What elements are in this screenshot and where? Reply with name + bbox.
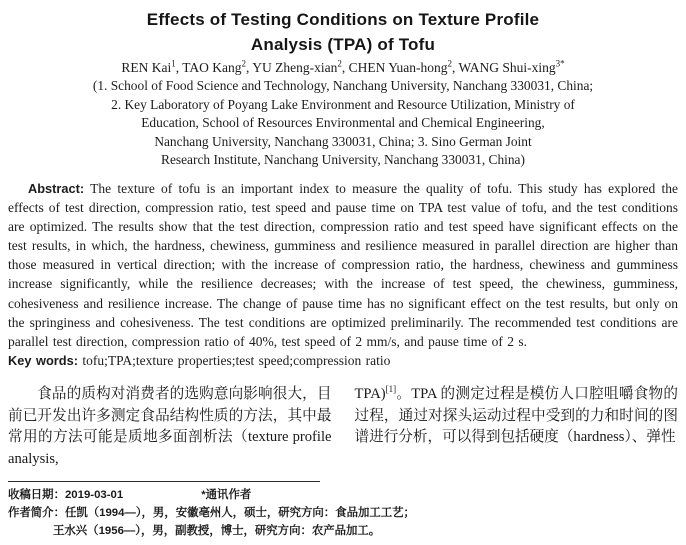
affiliation-line: 2. Key Laboratory of Poyang Lake Environment and Resource Utilization, Ministry of xyxy=(111,96,575,112)
received-date: 收稿日期：2019-03-01 xyxy=(8,489,124,501)
author-affil-mark: 2 xyxy=(337,58,342,69)
paper-title-line2: Analysis (TPA) of Tofu xyxy=(250,35,436,54)
affiliation-block xyxy=(8,77,678,170)
author-separator: , xyxy=(452,60,459,75)
keywords-line xyxy=(8,351,678,370)
author-name: YU Zheng-xian xyxy=(252,60,338,75)
abstract-text: The texture of tofu is an important index to measure the quality of tofu. This study has explored the effects of test direction, compression ratio, test speed and pause time on TPA test value of tofu, and the test conditions are optimized. The results show that the test direction, compression ratio and test speed have significant effects on the test results, in which, the hardness, chewiness, gumminess and resilience measured in parallel direction are higher than those measured in vertical direction; with the increase of compression ratio, the hardness, chewiness and gumminess increase significantly, while the resilience decreases; with the increase of test speed, the chewiness, gumminess, cohesiveness and resilience increase. The change of pause time has no significant effect on the test results, but only on the springiness and cohesiveness. The test conditions are optimized preliminarily. The recommended test conditions are parallel test direction, compression ratio of 40%, test speed of 2 mm/s, and pause time of 2 s. xyxy=(8,180,678,349)
keywords-text: tofu;TPA;texture properties;test speed;compression ratio xyxy=(77,352,391,368)
author-affil-mark: 1 xyxy=(171,58,176,69)
author-affil-mark: 2 xyxy=(241,58,247,69)
affiliation-line: (1. School of Food Science and Technology, Nanchang University, Nanchang 330031, China; xyxy=(92,78,594,93)
affiliation-line: Research Institute, Nanchang University, Nanchang 330031, China) xyxy=(161,152,525,168)
author-name: REN Kai xyxy=(121,60,172,75)
author-separator: , xyxy=(341,60,349,75)
abstract-label: Abstract: xyxy=(28,180,85,196)
body-paragraph-left: 食品的质构对消费者的选购意向影响很大，目前已开发出许多测定食品结构性质的方法，其中最常用的方法可能是质地多面剖析法（texture profile analysis, xyxy=(8,385,332,467)
paper-title-line1: Effects of Testing Conditions on Texture Profile xyxy=(146,10,540,29)
author-affil-mark: 2 xyxy=(447,58,452,69)
footnote-text xyxy=(8,486,678,540)
body-right-pre: TPA) xyxy=(354,385,386,402)
affiliation-line: Education, School of Resources Environmental and Chemical Engineering, xyxy=(141,115,545,131)
author-name: CHEN Yuan-hong xyxy=(348,60,448,75)
citation-ref: [1] xyxy=(385,384,397,395)
keywords-label: Key words: xyxy=(8,352,78,368)
body-right-text: 。TPA 的测定过程是模仿人口腔咀嚼食物的过程，通过对探头运动过程中受到的力和时间的图谱进行分析，可以得到包括硬度（hardness）、弹性 xyxy=(354,385,678,446)
author-bio-line1: 作者简介：任凯（1994—），男，安徽亳州人，硕士，研究方向：食品加工工艺； xyxy=(8,507,415,519)
footnote-block xyxy=(8,481,678,540)
author-separator: , xyxy=(246,60,253,75)
author-name: TAO Kang xyxy=(182,60,242,75)
two-column-body xyxy=(8,384,678,470)
paper-title xyxy=(8,7,678,57)
author-separator: , xyxy=(175,60,183,75)
footnote-row-received xyxy=(8,486,678,504)
footnote-divider xyxy=(8,481,320,482)
author-name: WANG Shui-xing xyxy=(458,60,556,75)
abstract-paragraph xyxy=(8,179,678,351)
author-bio-line2: 王水兴（1956—），男，副教授，博士，研究方向：农产品加工。 xyxy=(53,525,381,537)
author-line xyxy=(8,59,678,77)
affiliation-line: Nanchang University, Nanchang 330031, China; 3. Sino German Joint xyxy=(154,133,532,149)
corresponding-author-note: *通讯作者 xyxy=(201,489,252,501)
author-affil-mark: 3* xyxy=(555,58,565,69)
body-column-left xyxy=(8,384,332,470)
body-column-right xyxy=(355,384,679,470)
body-paragraph-right xyxy=(355,384,679,449)
